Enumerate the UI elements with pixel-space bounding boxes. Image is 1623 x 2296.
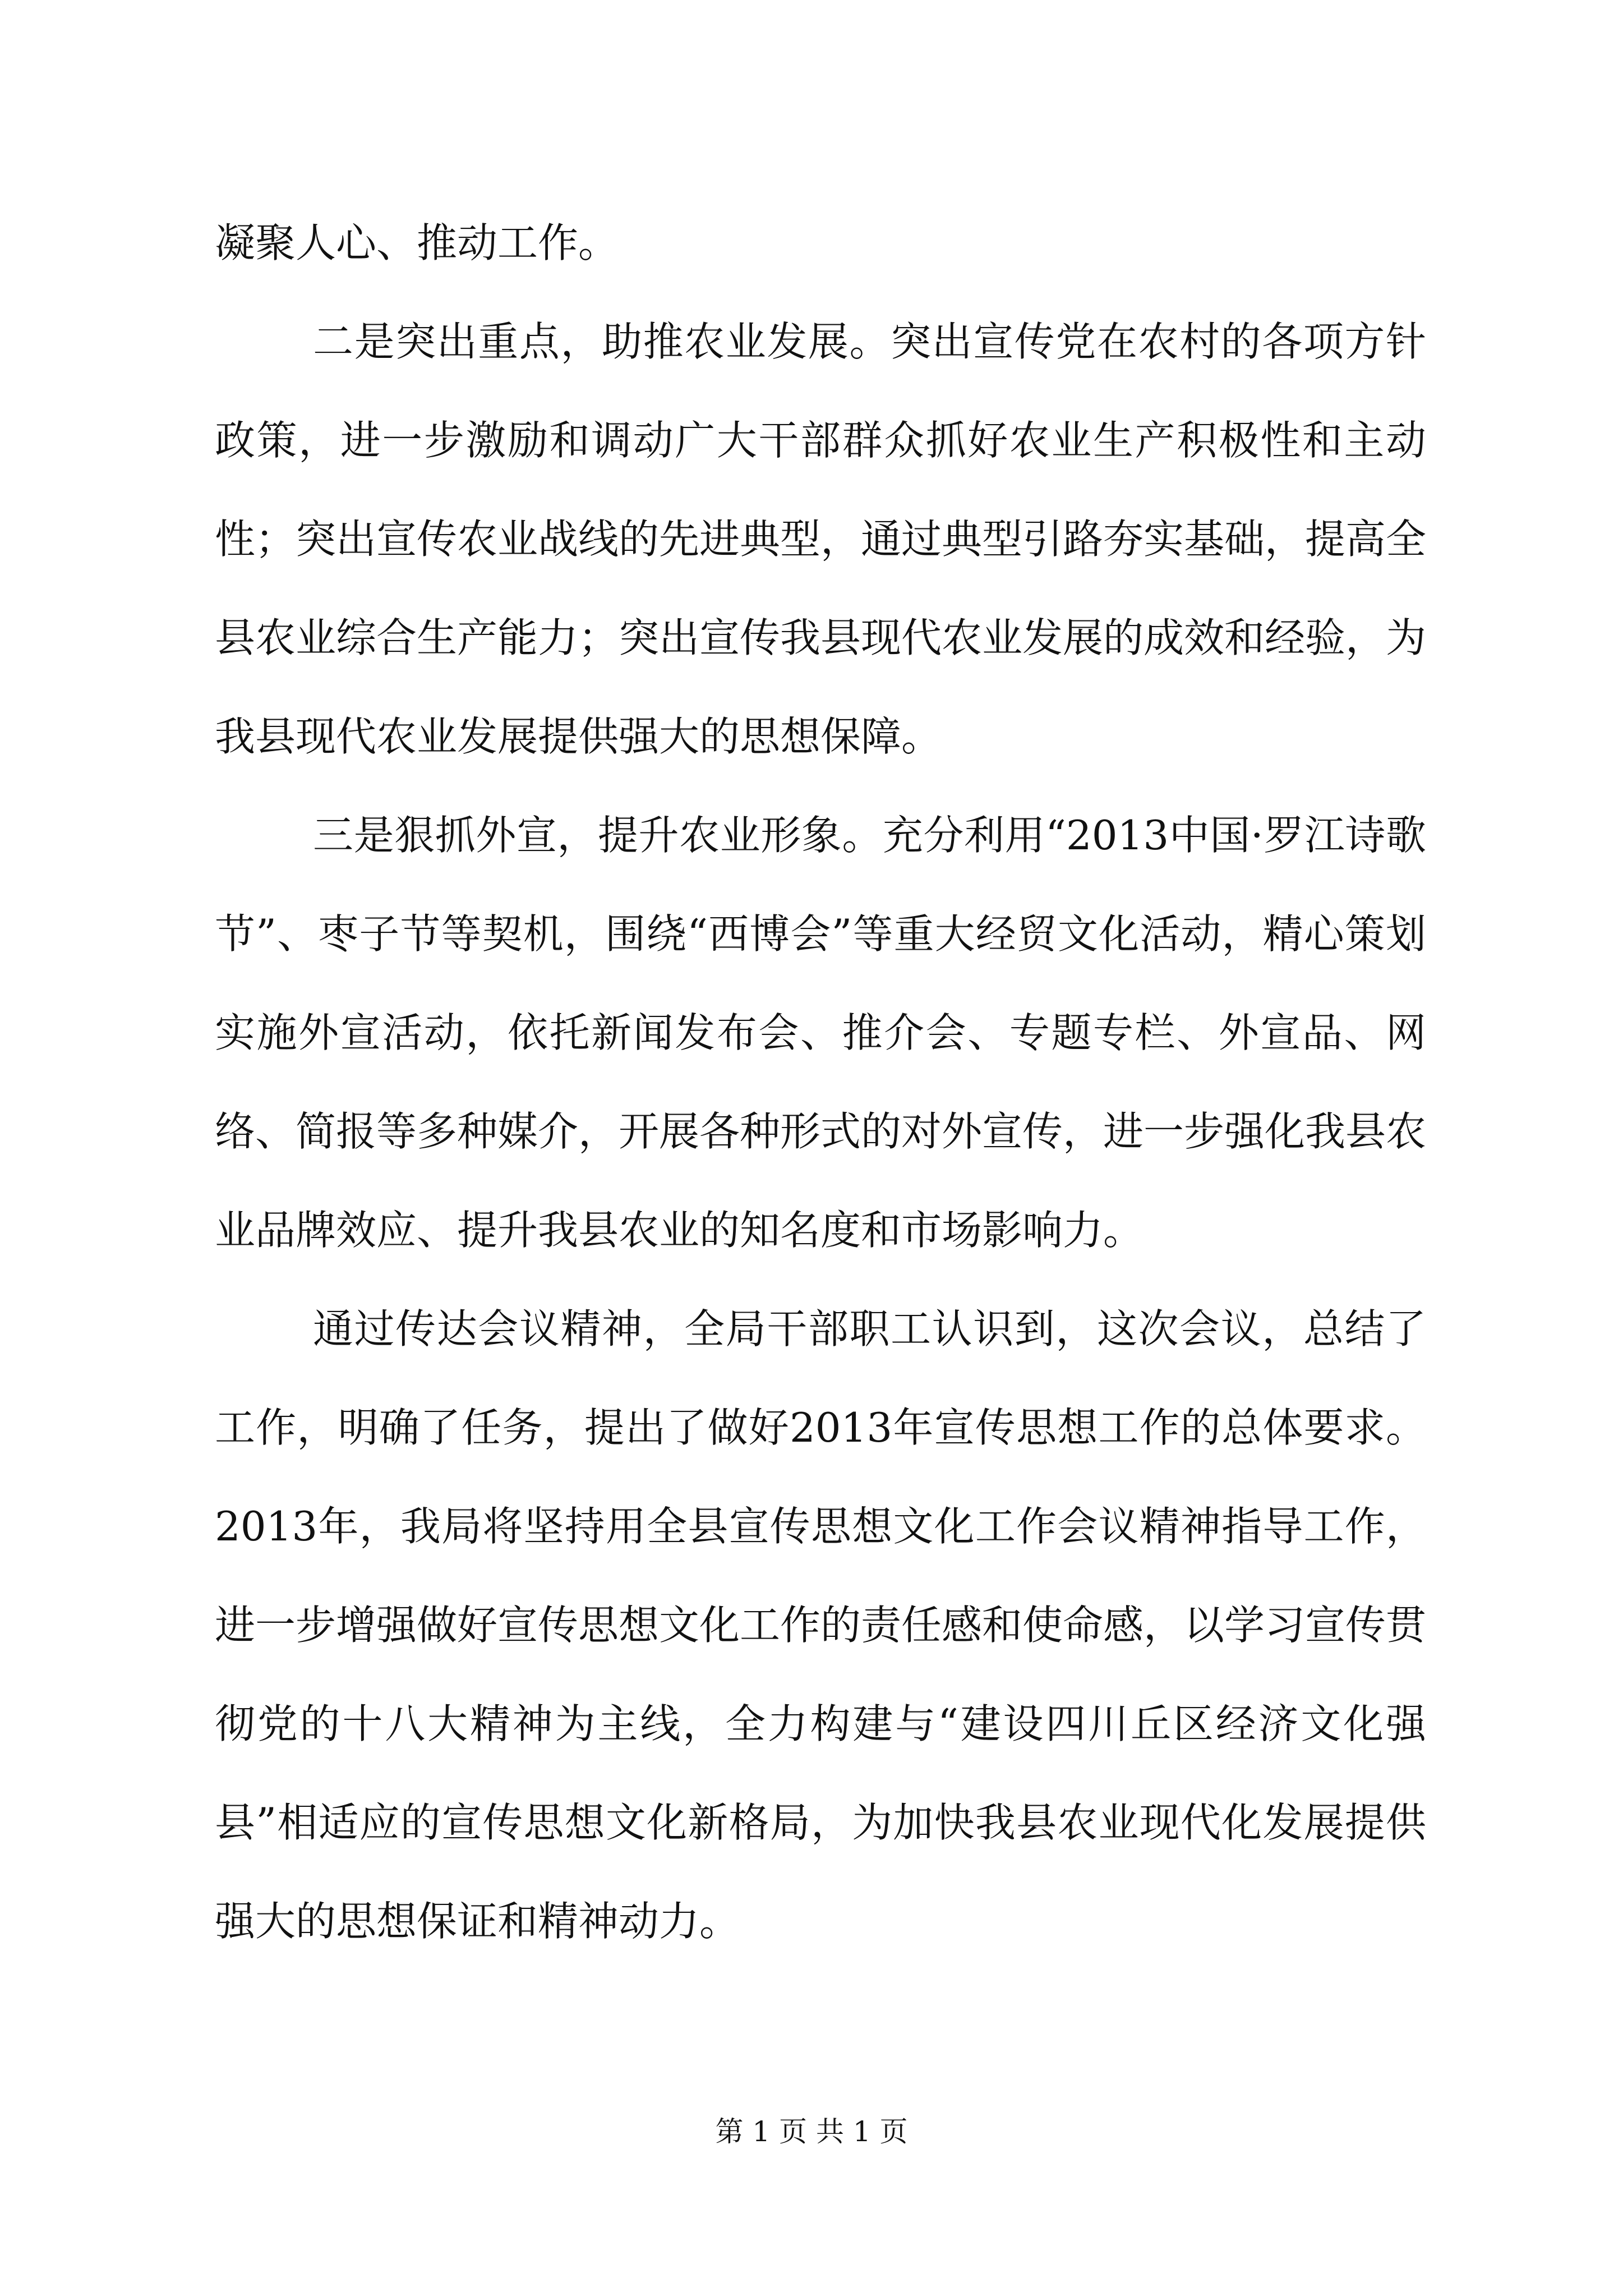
paragraph-continuation: 凝聚人心、推动工作。 (215, 219, 619, 266)
paragraph-external-publicity: 三是狠抓外宣，提升农业形象。充分利用“2013中国·罗江诗歌节”、枣子节等契机，围绕“西博会”等重大经贸文化活动，精心策划实施外宣活动，依托新闻发布会、推介会、专题专栏、外宣品、网络、简报等多种媒介，开展各种形式的对外宣传，进一步强化我县农业品牌效应、提升我县农业的知名度和市场影响力。 (215, 812, 1427, 1254)
document-body (215, 194, 1426, 1971)
page-number-footer: 第 1 页 共 1 页 (715, 2115, 908, 2148)
paragraph-agriculture-development: 二是突出重点，助推农业发展。突出宣传党在农村的各项方针政策，进一步激励和调动广大干部群众抓好农业生产积极性和主动性；突出宣传农业战线的先进典型，通过典型引路夯实基础，提高全县农业综合生产能力；突出宣传我县现代农业发展的成效和经验，为我县现代农业发展提供强大的思想保障。 (215, 318, 1427, 760)
paragraph-meeting-summary: 通过传达会议精神，全局干部职工认识到，这次会议，总结了工作，明确了任务，提出了做好2013年宣传思想工作的总体要求。2013年，我局将坚持用全县宣传思想文化工作会议精神指导工作，进一步增强做好宣传思想文化工作的责任感和使命感，以学习宣传贯彻党的十八大精神为主线，全力构建与“建设四川丘区经济文化强县”相适应的宣传思想文化新格局，为加快我县农业现代化发展提供强大的思想保证和精神动力。 (215, 1305, 1427, 1945)
